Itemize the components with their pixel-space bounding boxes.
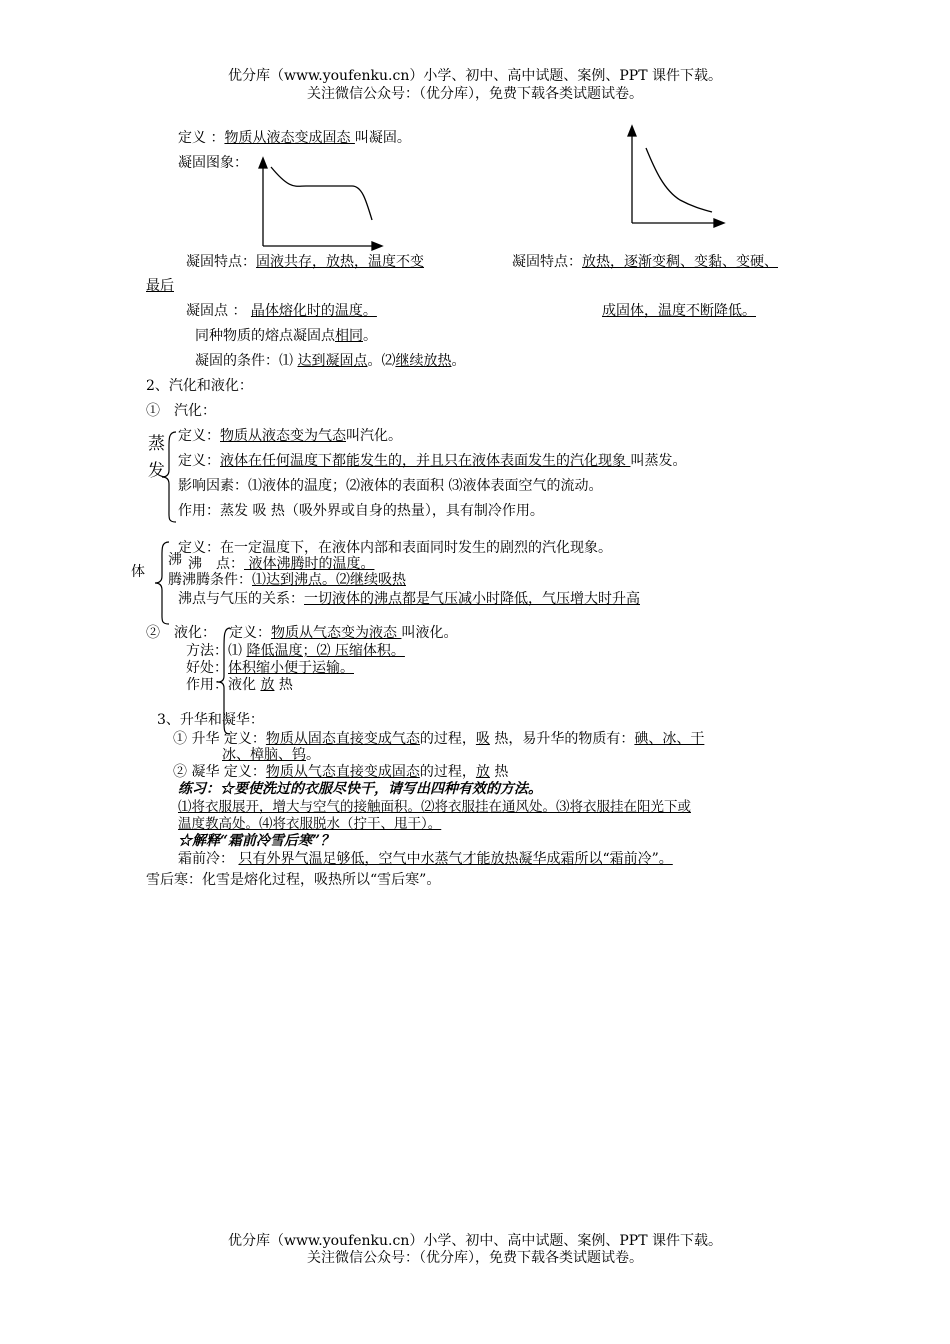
frost-explanation: 霜前冷： 只有外界气温足够低，空气中水蒸气才能放热凝华成霜所以“霜前冷”。 <box>178 851 673 867</box>
amorphous-feature-end: 成固体，温度不断降低。 <box>602 303 756 319</box>
evaporation-brace <box>160 430 180 525</box>
vaporization-title: ① 汽化： <box>146 403 216 419</box>
boiling-left-char: 体 <box>131 564 145 580</box>
same-substance-note: 同种物质的熔点凝固点相同。 <box>195 328 377 344</box>
solidify-graph-label: 凝固图象： <box>178 155 248 171</box>
footer-line-2: 关注微信公众号：（优分库），免费下载各类试题试卷。 <box>307 1250 643 1266</box>
sublimation-examples-cont: 冰、樟脑、钨。 <box>222 747 320 763</box>
amorphous-solidify-graph <box>628 126 724 227</box>
exercise-answer-1: ⑴将衣服展开，增大与空气的接触面积。⑵将衣服挂在通风处。⑶将衣服挂在阳光下或 <box>178 799 691 815</box>
boiling-pressure: 沸点与气压的关系：一切液体的沸点都是气压减小时降低，气压增大时升高 <box>178 591 640 607</box>
boiling-point: 沸 点： 液体沸腾时的温度。 <box>188 556 375 572</box>
evaporation-factors: 影响因素：⑴液体的温度；⑵液体的表面积 ⑶液体表面空气的流动。 <box>178 478 603 494</box>
liquefaction-benefit: 好处：体积缩小便于运输。 <box>186 660 354 676</box>
liquefaction-definition: 定义：物质从气态变为液态 叫液化。 <box>229 625 458 641</box>
liquefaction-title: ② 液化： <box>146 625 216 641</box>
evaporation-char-1: 蒸 <box>148 434 165 454</box>
boiling-char-1: 沸 <box>168 552 182 568</box>
vaporization-definition: 定义：物质从液态变为气态叫汽化。 <box>178 428 402 444</box>
exercise-answer-2: 温度教高处。⑷将衣服脱水（拧干、甩干）。 <box>178 816 442 832</box>
sublimation-definition: ① 升华 定义：物质从固态直接变成气态的过程，吸 热，易升华的物质有：碘、冰、干 <box>173 731 705 747</box>
exercise-title: 练习：☆要使洗过的衣服尽快干，请写出四种有效的方法。 <box>178 781 542 797</box>
footer-line-1: 优分库（www.youfenku.cn）小学、初中、高中试题、案例、PPT 课件下载。 <box>227 1233 722 1249</box>
boiling-definition: 定义：在一定温度下，在液体内部和表面同时发生的剧烈的汽化现象。 <box>178 540 612 556</box>
evaporation-char-2: 发 <box>148 461 165 481</box>
amorphous-feature: 凝固特点：放热，逐渐变稠、变黏、变硬、 <box>512 254 778 270</box>
solidify-point: 凝固点 ： 晶体熔化时的温度。 <box>186 303 377 319</box>
header-line-2: 关注微信公众号：（优分库），免费下载各类试题试卷。 <box>307 86 643 102</box>
solidify-conditions: 凝固的条件：⑴ 达到凝固点。⑵继续放热。 <box>195 353 466 369</box>
exercise-question-2: ☆解释“霜前冷雪后寒”？ <box>178 833 335 849</box>
deposition-definition: ② 凝华 定义：物质从气态直接变成固态的过程，放 热 <box>173 764 509 780</box>
liquefaction-use: 作用：液化 放 热 <box>186 677 293 693</box>
evaporation-definition: 定义：液体在任何温度下都能发生的，并且只在液体表面发生的汽化现象 叫蒸发。 <box>178 453 687 469</box>
section-2-title: 2、汽化和液化： <box>146 378 253 394</box>
snow-explanation: 雪后寒：化雪是熔化过程，吸热所以“雪后寒”。 <box>146 872 441 888</box>
crystal-feature: 凝固特点：固液共存，放热，温度不变 <box>186 254 424 270</box>
boiling-condition: 腾沸腾条件：⑴达到沸点。⑵继续吸热 <box>168 572 406 588</box>
evaporation-use: 作用：蒸发 吸 热（吸外界或自身的热量），具有制冷作用。 <box>178 503 544 519</box>
amorphous-feature-cont: 最后 <box>146 278 174 294</box>
section-3-title: 3、升华和凝华： <box>157 712 264 728</box>
header-line-1: 优分库（www.youfenku.cn）小学、初中、高中试题、案例、PPT 课件下载。 <box>227 68 722 84</box>
solidify-definition: 定义 ：物质从液态变成固态 叫凝固。 <box>178 130 411 146</box>
liquefaction-method: 方法：⑴ 降低温度；⑵ 压缩体积。 <box>186 643 405 659</box>
